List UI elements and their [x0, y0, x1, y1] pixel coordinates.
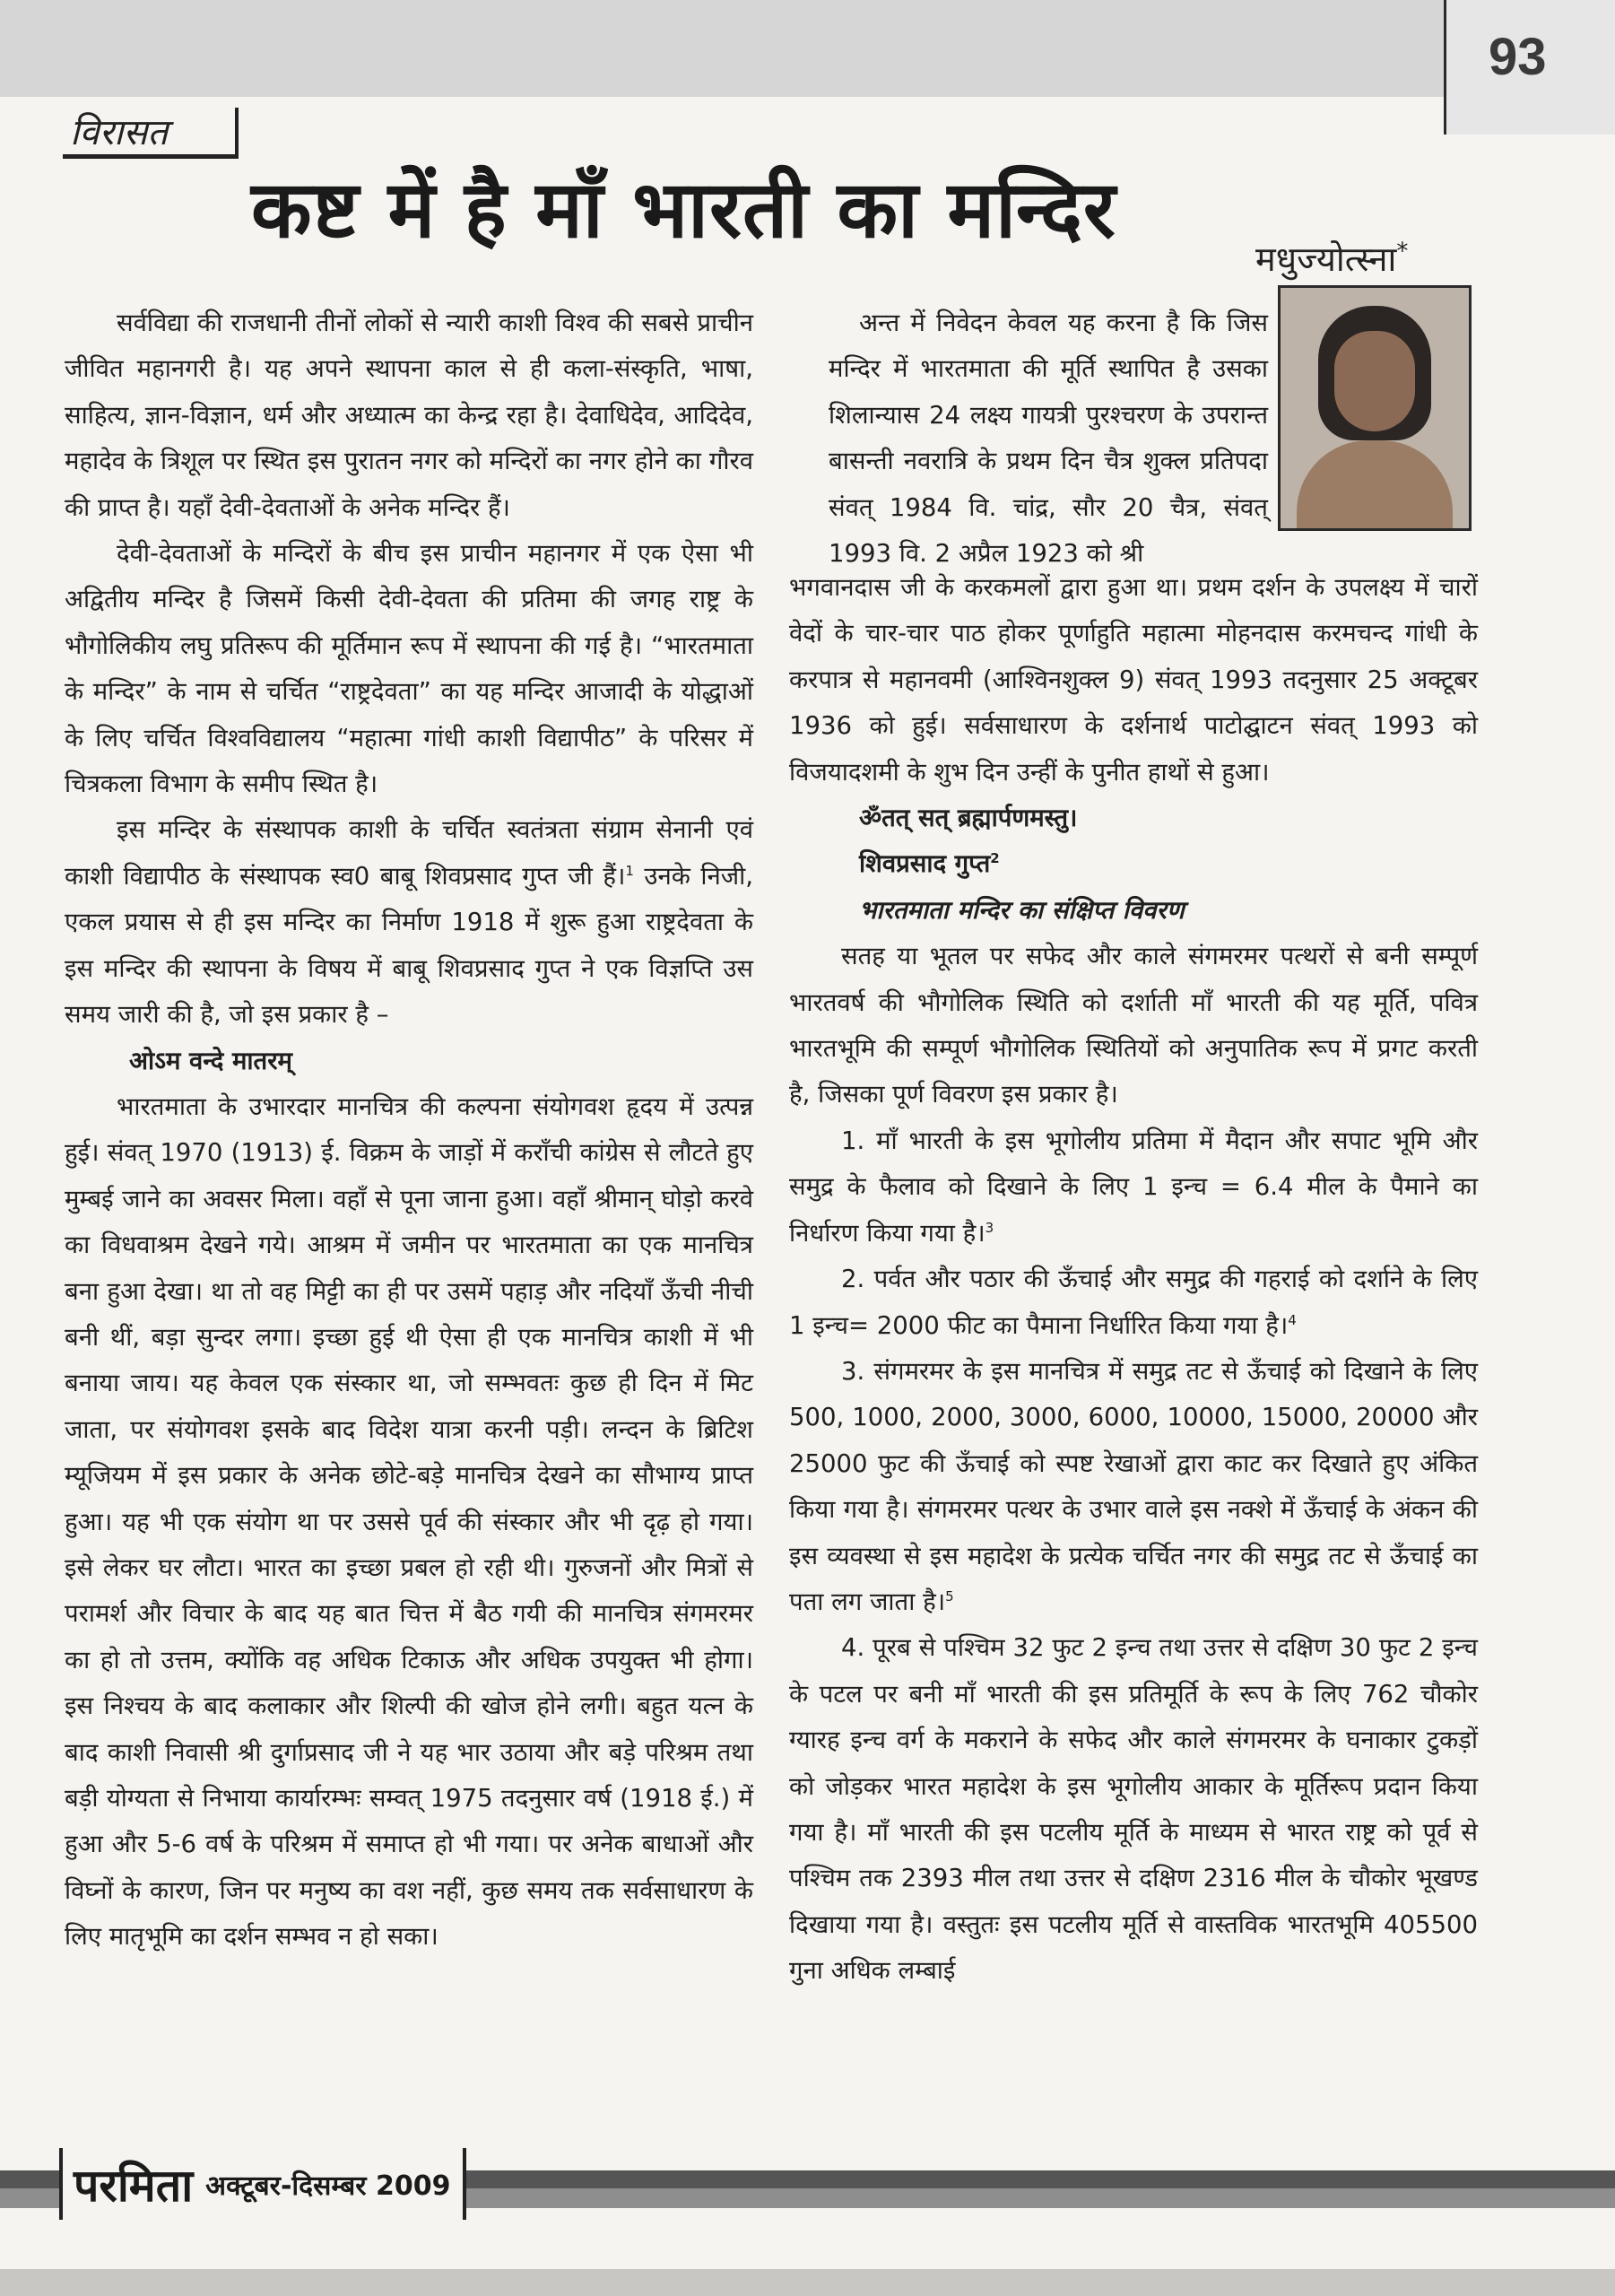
paragraph: भगवानदास जी के करकमलों द्वारा हुआ था। प्रथम दर्शन के उपलक्ष्य में चारों वेदों के चार-चार पाठ होकर पूर्णाहुति महात्मा मोहनदास करमचन्द गांधी के करपात्र से महानवमी (आश्विनशुक्ल 9) संवत् 1993 तदनुसार 25 अक्टूबर 1936 को हुई। सर्वसाधारण के दर्शनार्थ पाटोद्घाटन संवत् 1993 को विजयादशमी के शुभ दिन उन्हीं के पुनीत हाथों से हुआ।	[789, 573, 1478, 787]
list-item-text: 3. संगमरमर के इस मानचित्र में समुद्र तट से ऊँचाई को दिखाने के लिए 500, 1000, 2000, 3000, 6000, 10000, 15000, 20000 और 25000 फुट की ऊँचाई को स्पष्ट रेखाओं द्वारा काट कर दिखाते हुए अंकित किया गया है। संगमरमर पत्थर के उभार वाले इस नक्शे में ऊँचाई के अंकन की इस व्यवस्था से इस महादेश के प्रत्येक चर्चित नगर की समुद्र तट से ऊँचाई का पता लग जाता है।	[789, 1356, 1478, 1616]
header-band	[0, 0, 1615, 97]
paragraph	[65, 807, 753, 1038]
page-number: 93	[1489, 28, 1547, 86]
paragraph: सतह या भूतल पर सफेद और काले संगमरमर पत्थरों से बनी सम्पूर्ण भारतवर्ष की भौगोलिक स्थिति को दर्शाती माँ भारती की यह मूर्ति, पवित्र भारतभूमि की सम्पूर्ण भौगोलिक स्थितियों को अनुपातिक रूप में प्रगट करती है, जिसका पूर्ण विवरण इस प्रकार है।	[789, 942, 1478, 1109]
issue-date: अक्टूबर-दिसम्बर 2009	[205, 2170, 451, 2202]
mantra-line: ॐतत् सत् ब्रह्मार्पणमस्तु।	[859, 804, 1078, 833]
right-column-intro	[829, 300, 1268, 577]
paragraph: भारतमाता के उभारदार मानचित्र की कल्पना संयोगवश हृदय में उत्पन्न हुई। संवत् 1970 (1913) ई. विक्रम के जाड़ों में कराँची कांग्रेस से लौटते हुए मुम्बई जाने का अवसर मिला। वहाँ से पूना जाना हुआ। वहाँ श्रीमान् घोड़ो करवे का विधवाश्रम देखने गये। आश्रम में जमीन पर भारतमाता का एक मानचित्र बना हुआ देखा। था तो वह मिट्टी का ही पर उसमें पहाड़ और नदियाँ ऊँची नीची बनी थीं, बड़ा सुन्दर लगा। इच्छा हुई थी ऐसा ही एक मानचित्र काशी में भी बनाया जाय। यह केवल एक संस्कार था, जो सम्भवतः कुछ ही दिन में मिट जाता, पर संयोगवश इसके बाद विदेश यात्रा करनी पड़ी। लन्दन के ब्रिटिश म्यूजियम में इस प्रकार के अनेक छोटे-बड़े मानचित्र देखने का सौभाग्य प्राप्त हुआ। यह भी एक संयोग था पर उससे पूर्व की संस्कार और भी दृढ़ हो गया। इसे लेकर घर लौटा। भारत का इच्छा प्रबल हो रही थी। गुरुजनों और मित्रों से परामर्श और विचार के बाद यह बात चित्त में बैठ गयी की मानचित्र संगमरमर का हो तो उत्तम, क्योंकि वह अधिक टिकाऊ और अधिक उपयुक्त भी होगा। इस निश्चय के बाद कलाकार और शिल्पी की खोज होने लगी। बहुत यत्न के बाद काशी निवासी श्री दुर्गाप्रसाद जी ने यह भार उठाया और बड़े परिश्रम तथा बड़ी योग्यता से निभाया कार्यारम्भः सम्वत् 1975 तदनुसार वर्ष (1918 ई.) में हुआ और 5-6 वर्ष के परिश्रम में समाप्त हो भी गया। पर अनेक बाधाओं और विघ्नों के कारण, जिन पर मनुष्य का वश नहीं, कुछ समय तक सर्वसाधारण के लिए मातृभूमि का दर्शन सम्भव न हो सका।	[65, 1091, 753, 1952]
paragraph: अन्त में निवेदन केवल यह करना है कि जिस मन्दिर में भारतमाता की मूर्ति स्थापित है उसका शिलान्यास 24 लक्ष्य गायत्री पुरश्चरण के उपरान्त बासन्ती नवरात्रि के प्रथम दिन चैत्र शुक्ल प्रतिपदा संवत् 1984 वि. चांद्र, सौर 20 चैत्र, संवत् 1993 वि. 2 अप्रैल 1923 को श्री	[829, 309, 1268, 569]
list-item	[789, 1349, 1478, 1625]
author-byline	[1255, 235, 1408, 282]
right-column	[789, 565, 1478, 1995]
section-tag: विरासत	[70, 112, 169, 153]
section-tag-rule	[235, 108, 239, 159]
paragraph-text: उनके निजी, एकल प्रयास से ही इस मन्दिर का निर्माण 1918 में शुरू हुआ राष्ट्रदेवता के इस मन्दिर की स्थापना के विषय में बाबू शिवप्रसाद गुप्त ने एक विज्ञप्ति उस समय जारी की है, जो इस प्रकार है –	[65, 861, 753, 1030]
list-item-text: 2. पर्वत और पठार की ऊँचाई और समुद्र की गहराई को दर्शाने के लिए 1 इन्च= 2000 फीट का पैमाना निर्धारित किया गया है।	[789, 1265, 1478, 1340]
footnote-mark: 4	[1288, 1311, 1297, 1328]
bottom-strip	[0, 2269, 1615, 2296]
footnote-mark: 3	[985, 1219, 994, 1236]
signature	[789, 841, 1478, 887]
paragraph-text: इस मन्दिर के संस्थापक काशी के चर्चित स्वतंत्रता संग्राम सेनानी एवं काशी विद्यापीठ के संस्थापक स्व0 बाबू शिवप्रसाद गुप्त जी हैं।	[65, 815, 753, 891]
author-footnote-mark: *	[1396, 238, 1409, 265]
list-item	[789, 1118, 1478, 1257]
left-column	[65, 300, 753, 1961]
author-photo	[1278, 285, 1472, 531]
author-name: मधुज्योत्स्ना	[1255, 239, 1397, 279]
magazine-name: परमिता	[74, 2160, 194, 2212]
signature-name: शिवप्रसाद गुप्त	[859, 849, 991, 879]
om-heading: ओऽम वन्दे मातरम्	[129, 1046, 292, 1075]
footnote-mark: 5	[945, 1587, 954, 1605]
footer-label	[59, 2148, 466, 2220]
list-item: 4. पूरब से पश्चिम 32 फुट 2 इन्च तथा उत्तर से दक्षिण 30 फुट 2 इन्च के पटल पर बनी माँ भारती की इस प्रतिमूर्ति के रूप के लिए 762 चौकोर ग्यारह इन्च वर्ग के मकराने के सफेद और काले संगमरमर के घनाकार टुकड़ों को जोड़कर भारत महादेश के इस भूगोलीय आकार के मूर्तिरूप प्रदान किया गया है। माँ भारती की इस पटलीय मूर्ति के माध्यम से भारत राष्ट्र को पूर्व से पश्चिम तक 2393 मील तथा उत्तर से दक्षिण 2316 मील के चौकोर भूखण्ड दिखाया गया है। वस्तुतः इस पटलीय मूर्ति से वास्तविक भारतभूमि 405500 गुना अधिक लम्बाई	[789, 1633, 1478, 1986]
list-item-text: 1. माँ भारती के इस भूगोलीय प्रतिमा में मैदान और सपाट भूमि और समुद्र के फैलाव को दिखाने के लिए 1 इन्च = 6.4 मील के पैमाने का निर्धारण किया गया है।	[789, 1126, 1478, 1248]
paragraph: सर्वविद्या की राजधानी तीनों लोकों से न्यारी काशी विश्व की सबसे प्राचीन जीवित महानगरी है। यह अपने स्थापना काल से ही कला-संस्कृति, भाषा, साहित्य, ज्ञान-विज्ञान, धर्म और अध्यात्म का केन्द्र रहा है। देवाधिदेव, आदिदेव, महादेव के त्रिशूल पर स्थित इस पुरातन नगर को मन्दिरों का नगर होने का गौरव की प्राप्त है। यहाँ देवी-देवताओं के अनेक मन्दिर हैं।	[65, 309, 753, 522]
paragraph: देवी-देवताओं के मन्दिरों के बीच इस प्राचीन महानगर में एक ऐसा भी अद्वितीय मन्दिर है जिसमें किसी देवी-देवता की प्रतिमा की जगह राष्ट्र के भौगोलिकीय लघु प्रतिरूप की मूर्तिमान रूप में स्थापना की गई है। “भारतमाता के मन्दिर” के नाम से चर्चित “राष्ट्रदेवता” का यह मन्दिर आजादी के योद्धाओं के लिए चर्चित विश्वविद्यालय “महात्मा गांधी काशी विद्यापीठ” के परिसर में चित्रकला विभाग के समीप स्थित है।	[65, 539, 753, 799]
section-tag-underline	[63, 154, 239, 159]
footnote-mark: 2	[990, 850, 1000, 867]
article-title: कष्ट में है माँ भारती का मन्दिर	[251, 163, 1116, 256]
list-item	[789, 1257, 1478, 1349]
subheading: भारतमाता मन्दिर का संक्षिप्त विवरण	[859, 895, 1185, 925]
footnote-mark: 1	[625, 862, 634, 879]
